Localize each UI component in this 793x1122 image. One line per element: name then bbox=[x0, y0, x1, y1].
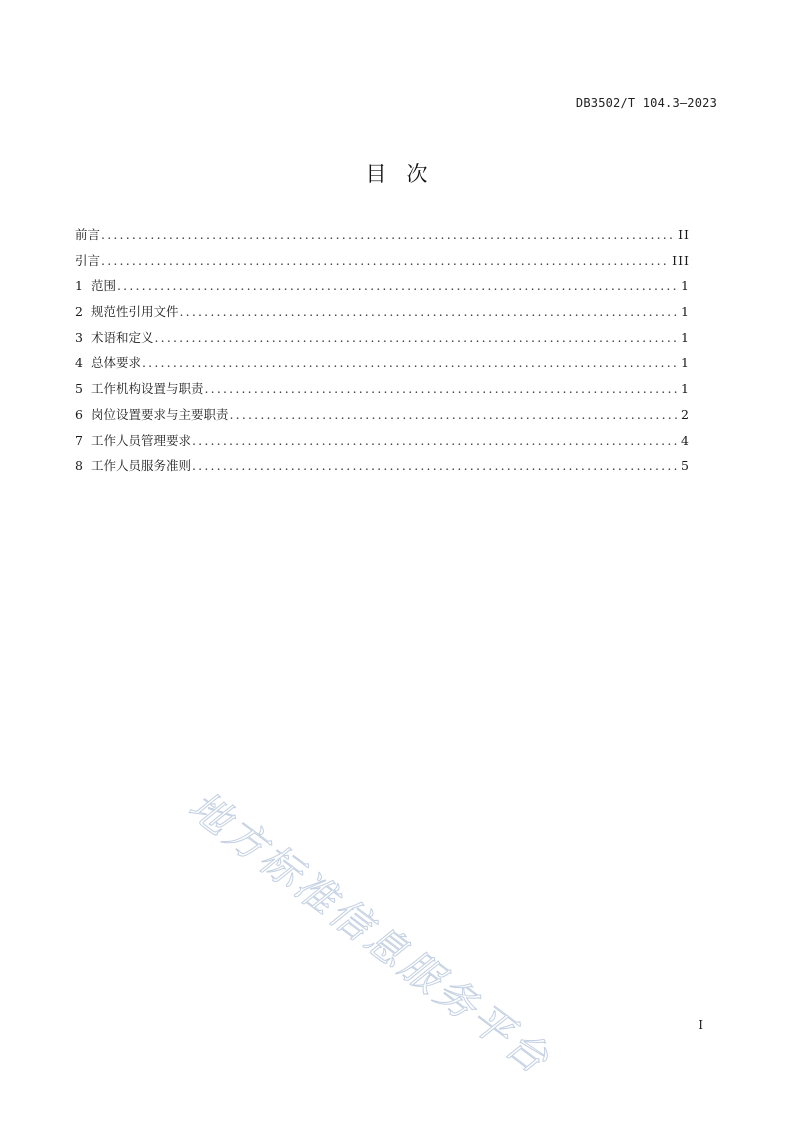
toc-dot-leader bbox=[204, 380, 679, 398]
toc-item-page: 5 bbox=[681, 458, 690, 474]
toc-dot-leader bbox=[179, 303, 679, 321]
toc-item-post-requirements[interactable] bbox=[75, 406, 690, 432]
toc-dot-leader bbox=[142, 354, 679, 372]
toc-dot-leader bbox=[229, 406, 679, 424]
toc-item-number: 7 bbox=[75, 432, 83, 448]
toc-dot-leader bbox=[192, 432, 679, 450]
toc-item-label: 工作人员管理要求 bbox=[90, 432, 191, 448]
toc-item-label: 术语和定义 bbox=[90, 329, 154, 345]
toc-dot-leader bbox=[117, 277, 679, 295]
toc-item-label: 工作机构设置与职责 bbox=[90, 381, 204, 397]
toc-item-service-guidelines[interactable] bbox=[75, 457, 690, 483]
toc-dot-leader bbox=[101, 252, 670, 270]
toc-item-page: 1 bbox=[681, 329, 690, 345]
toc-dot-leader bbox=[192, 457, 679, 475]
toc-item-page: 1 bbox=[681, 381, 690, 397]
toc-item-general-requirements[interactable] bbox=[75, 354, 690, 380]
toc-item-page: 2 bbox=[681, 406, 690, 422]
toc-item-label: 工作人员服务准则 bbox=[90, 458, 191, 474]
toc-item-label: 引言 bbox=[75, 252, 101, 268]
toc-item-number: 6 bbox=[75, 406, 83, 422]
toc-item-foreword[interactable] bbox=[75, 226, 690, 252]
watermark: 地方标准信息服务平台 bbox=[180, 782, 560, 1085]
toc-item-organization-duties[interactable] bbox=[75, 380, 690, 406]
toc-item-page: 1 bbox=[681, 304, 690, 320]
toc-item-label: 总体要求 bbox=[90, 355, 141, 371]
toc-item-page: 1 bbox=[681, 278, 690, 294]
toc-item-number: 2 bbox=[75, 304, 83, 320]
toc-item-page: III bbox=[672, 252, 690, 268]
toc-item-label: 规范性引用文件 bbox=[90, 304, 179, 320]
toc-item-page: 1 bbox=[681, 355, 690, 371]
page-title: 目次 bbox=[365, 162, 448, 186]
toc-dot-leader bbox=[101, 226, 676, 244]
toc-item-normative-references[interactable] bbox=[75, 303, 690, 329]
toc-item-label: 前言 bbox=[75, 227, 101, 242]
toc-item-number: 1 bbox=[75, 278, 83, 294]
document-code: DB3502/T 104.3—2023 bbox=[575, 96, 717, 110]
toc-item-staff-management[interactable] bbox=[75, 432, 690, 458]
toc-dot-leader bbox=[154, 329, 679, 347]
toc-item-terms-definitions[interactable] bbox=[75, 329, 690, 355]
toc-item-number: 3 bbox=[75, 329, 83, 345]
page-number: I bbox=[698, 1018, 703, 1032]
toc-item-number: 4 bbox=[75, 355, 83, 371]
toc-item-page: II bbox=[678, 227, 690, 242]
toc-item-page: 4 bbox=[681, 432, 690, 448]
toc-item-number: 8 bbox=[75, 458, 83, 474]
toc-item-label: 岗位设置要求与主要职责 bbox=[90, 406, 229, 422]
toc-item-label: 范围 bbox=[90, 278, 116, 294]
toc-item-introduction[interactable] bbox=[75, 252, 690, 278]
table-of-contents bbox=[75, 226, 690, 483]
toc-item-number: 5 bbox=[75, 381, 83, 397]
toc-item-scope[interactable] bbox=[75, 277, 690, 303]
